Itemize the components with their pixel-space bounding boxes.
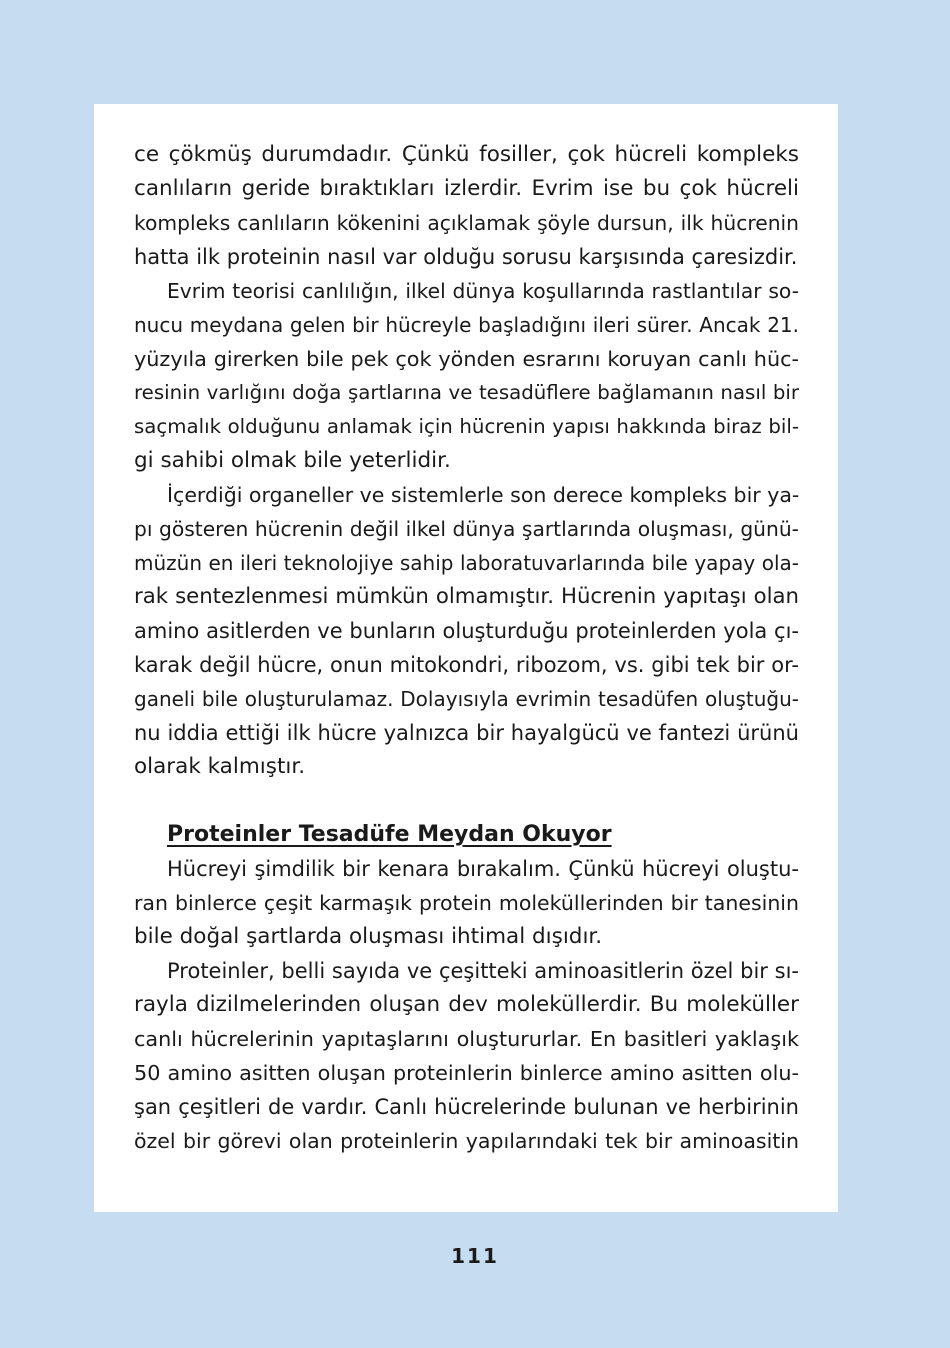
text-line: nucu meydana gelen bir hücreyle başladığını ileri sürer. Ancak 21. <box>134 313 799 337</box>
text-line: özel bir görevi olan proteinlerin yapılarındaki tek bir aminoasitin <box>134 1129 799 1153</box>
text-line: ran binlerce çeşit karmaşık protein moleküllerinden bir tanesinin <box>134 891 799 915</box>
text-line: karak değil hücre, onun mitokondri, ribozom, vs. gibi tek bir or- <box>134 653 799 677</box>
text-line: bile doğal şartlarda oluşması ihtimal dışıdır. <box>134 924 603 949</box>
text-line: İçerdiği organeller ve sistemlerle son derece kompleks bir ya- <box>167 483 800 507</box>
text-line: Evrim teorisi canlılığın, ilkel dünya koşullarında rastlantılar so- <box>167 279 799 303</box>
text-line: yüzyıla girerken bile pek çok yönden esrarını koruyan canlı hüc- <box>134 347 799 371</box>
text-line: canlıların geride bıraktıkları izlerdir. Evrim ise bu çok hücreli <box>134 176 799 201</box>
text-line: olarak kalmıştır. <box>134 754 306 779</box>
text-line: amino asitlerden ve bunların oluşturduğu proteinlerden yola çı- <box>134 619 799 643</box>
text-line: gi sahibi olmak bile yeterlidir. <box>134 448 451 473</box>
text-line: saçmalık olduğunu anlamak için hücrenin yapısı hakkında biraz bil- <box>134 415 799 438</box>
text-line: 50 amino asitten oluşan proteinlerin binlerce amino asitten olu- <box>134 1061 799 1085</box>
body-text-block-1 <box>134 138 799 784</box>
text-line: hatta ilk proteinin nasıl var olduğu sorusu karşısında çaresizdir. <box>134 245 798 269</box>
page-panel <box>94 104 838 1212</box>
text-line: kompleks canlıların kökenini açıklamak şöyle dursun, ilk hücrenin <box>134 211 799 235</box>
text-line: rayla dizilmelerinden oluşan dev moleküllerdir. Bu moleküller <box>134 992 799 1017</box>
text-line: pı gösteren hücrenin değil ilkel dünya şartlarında oluşması, günü- <box>134 517 799 541</box>
text-line: müzün en ileri teknolojiye sahip laboratuvarlarında bile yapay ola- <box>134 551 799 575</box>
section-heading: Proteinler Tesadüfe Meydan Okuyor <box>167 822 612 847</box>
page-content <box>134 138 799 1158</box>
text-line: Hücreyi şimdilik bir kenara bırakalım. Çünkü hücreyi oluştu- <box>167 857 799 881</box>
text-line: ganeli bile oluşturulamaz. Dolayısıyla evrimin tesadüfen oluştuğu- <box>134 687 799 711</box>
text-line: canlı hücrelerinin yapıtaşlarını oluştururlar. En basitleri yaklaşık <box>134 1027 799 1051</box>
text-line: şan çeşitleri de vardır. Canlı hücrelerinde bulunan ve herbirinin <box>134 1095 799 1119</box>
text-line: Proteinler, belli sayıda ve çeşitteki aminoasitlerin özel bir sı- <box>167 959 799 983</box>
text-line: rak sentezlenmesi mümkün olmamıştır. Hücrenin yapıtaşı olan <box>134 584 799 609</box>
text-line: ce çökmüş durumdadır. Çünkü fosiller, çok hücreli kompleks <box>134 142 799 167</box>
text-line: nu iddia ettiği ilk hücre yalnızca bir hayalgücü ve fantezi ürünü <box>134 721 799 745</box>
text-line: resinin varlığını doğa şartlarına ve tesadüflere bağlamanın nasıl bir <box>134 381 799 404</box>
body-text-block-2 <box>134 852 799 1158</box>
page-number: 111 <box>451 1244 499 1268</box>
